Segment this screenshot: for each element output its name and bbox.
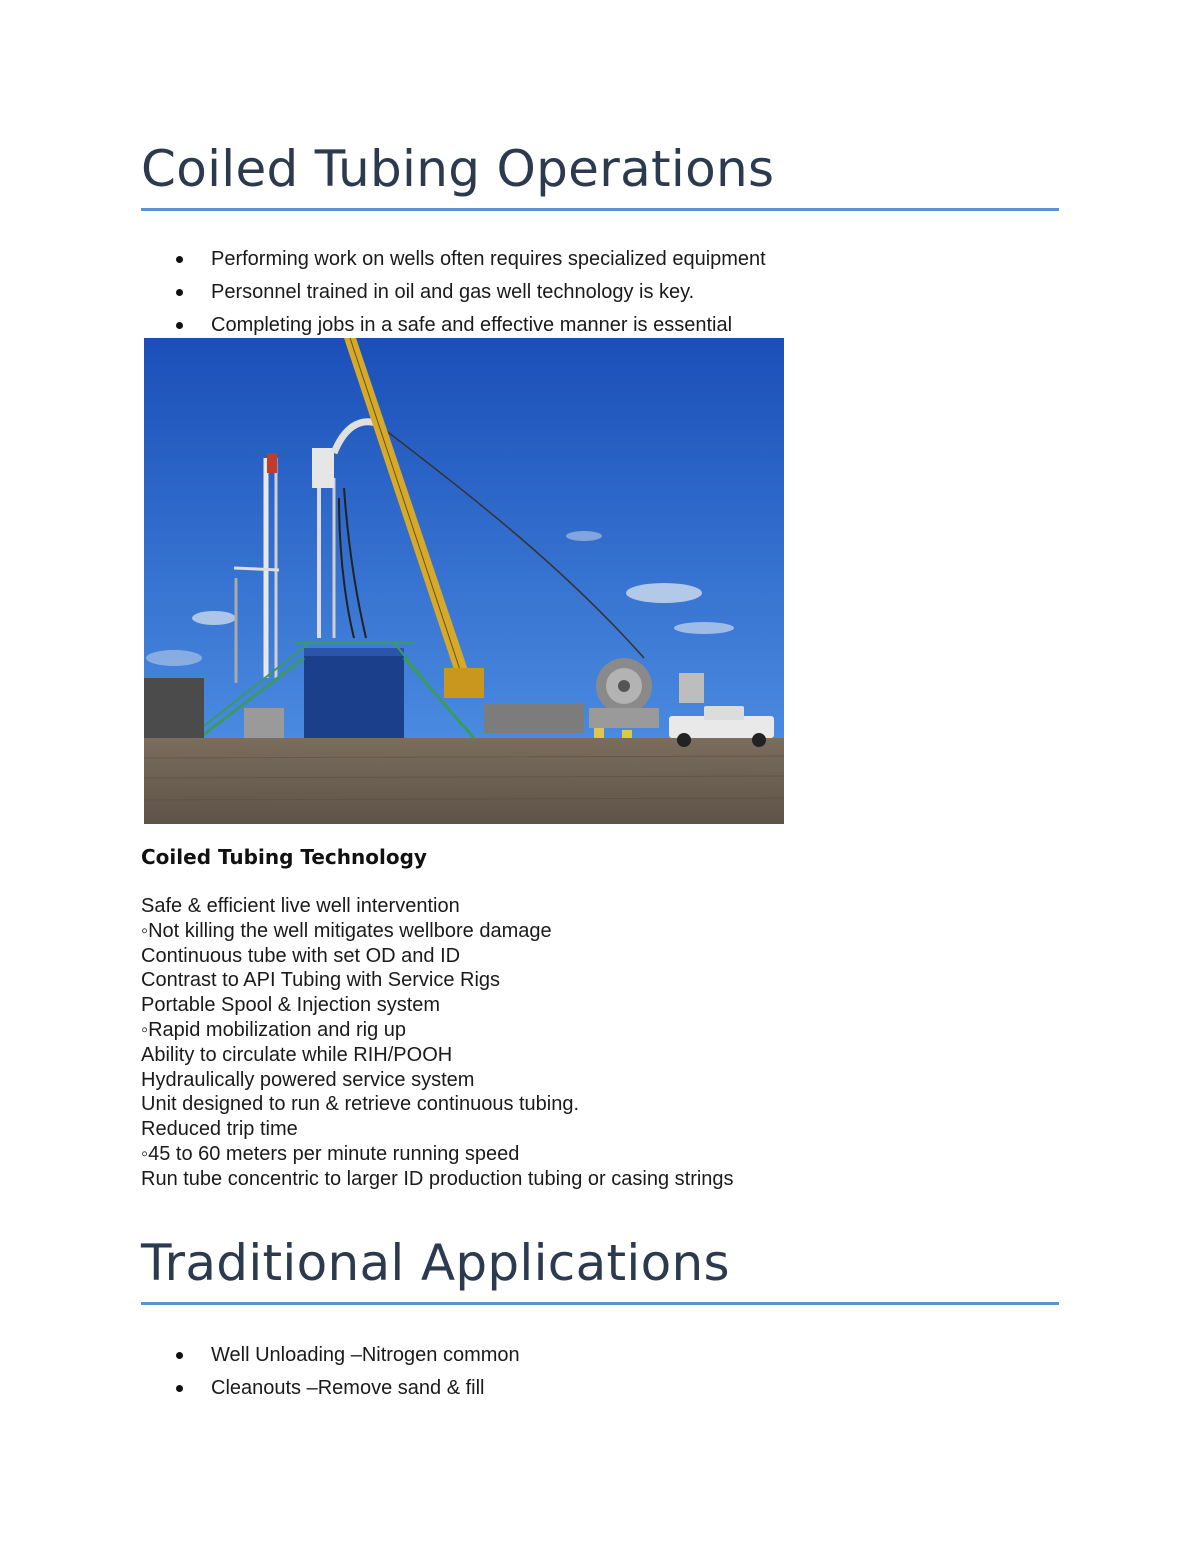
coiled-tubing-rig-photo [144,338,784,824]
ground [144,738,784,824]
text-line: ◦45 to 60 meters per minute running speed [141,1142,520,1165]
bullet-dot-icon [176,1385,183,1392]
list-item-text: Cleanouts –Remove sand & fill [211,1377,485,1399]
text-line: ◦Not killing the well mitigates wellbore damage [141,919,552,942]
bullet-dot-icon [176,289,183,296]
applications-bullet-list [176,1339,520,1405]
title-underline [141,208,1059,211]
operations-bullet-list [176,243,766,342]
section-title-coiled-tubing-operations: Coiled Tubing Operations [141,140,775,198]
list-item-text: Completing jobs in a safe and effective manner is essential [211,314,733,336]
text-line: Portable Spool & Injection system [141,994,441,1017]
section-title-traditional-applications: Traditional Applications [141,1234,730,1292]
section-heading-coiled-tubing-technology: Coiled Tubing Technology [141,845,427,869]
bullet-dot-icon [176,1352,183,1359]
text-line: Reduced trip time [141,1118,298,1141]
text-line: Unit designed to run & retrieve continuous tubing. [141,1093,580,1116]
list-item-text: Well Unloading –Nitrogen common [211,1344,520,1366]
list-item [176,1372,520,1405]
list-item [176,243,766,276]
text-line: Ability to circulate while RIH/POOH [141,1043,453,1066]
technology-text-lines [141,894,734,1192]
bullet-dot-icon [176,256,183,263]
text-line: Contrast to API Tubing with Service Rigs [141,969,501,992]
text-line: Run tube concentric to larger ID production tubing or casing strings [141,1167,734,1190]
list-item-text: Performing work on wells often requires specialized equipment [211,248,766,270]
list-item-text: Personnel trained in oil and gas well technology is key. [211,281,695,303]
title-underline [141,1302,1059,1305]
text-line: Safe & efficient live well intervention [141,895,460,917]
text-line: Hydraulically powered service system [141,1068,475,1091]
list-item [176,276,766,309]
list-item [176,1339,520,1372]
text-line: ◦Rapid mobilization and rig up [141,1018,407,1041]
rig-base [304,648,404,738]
text-line: Continuous tube with set OD and ID [141,944,461,967]
bullet-dot-icon [176,322,183,329]
